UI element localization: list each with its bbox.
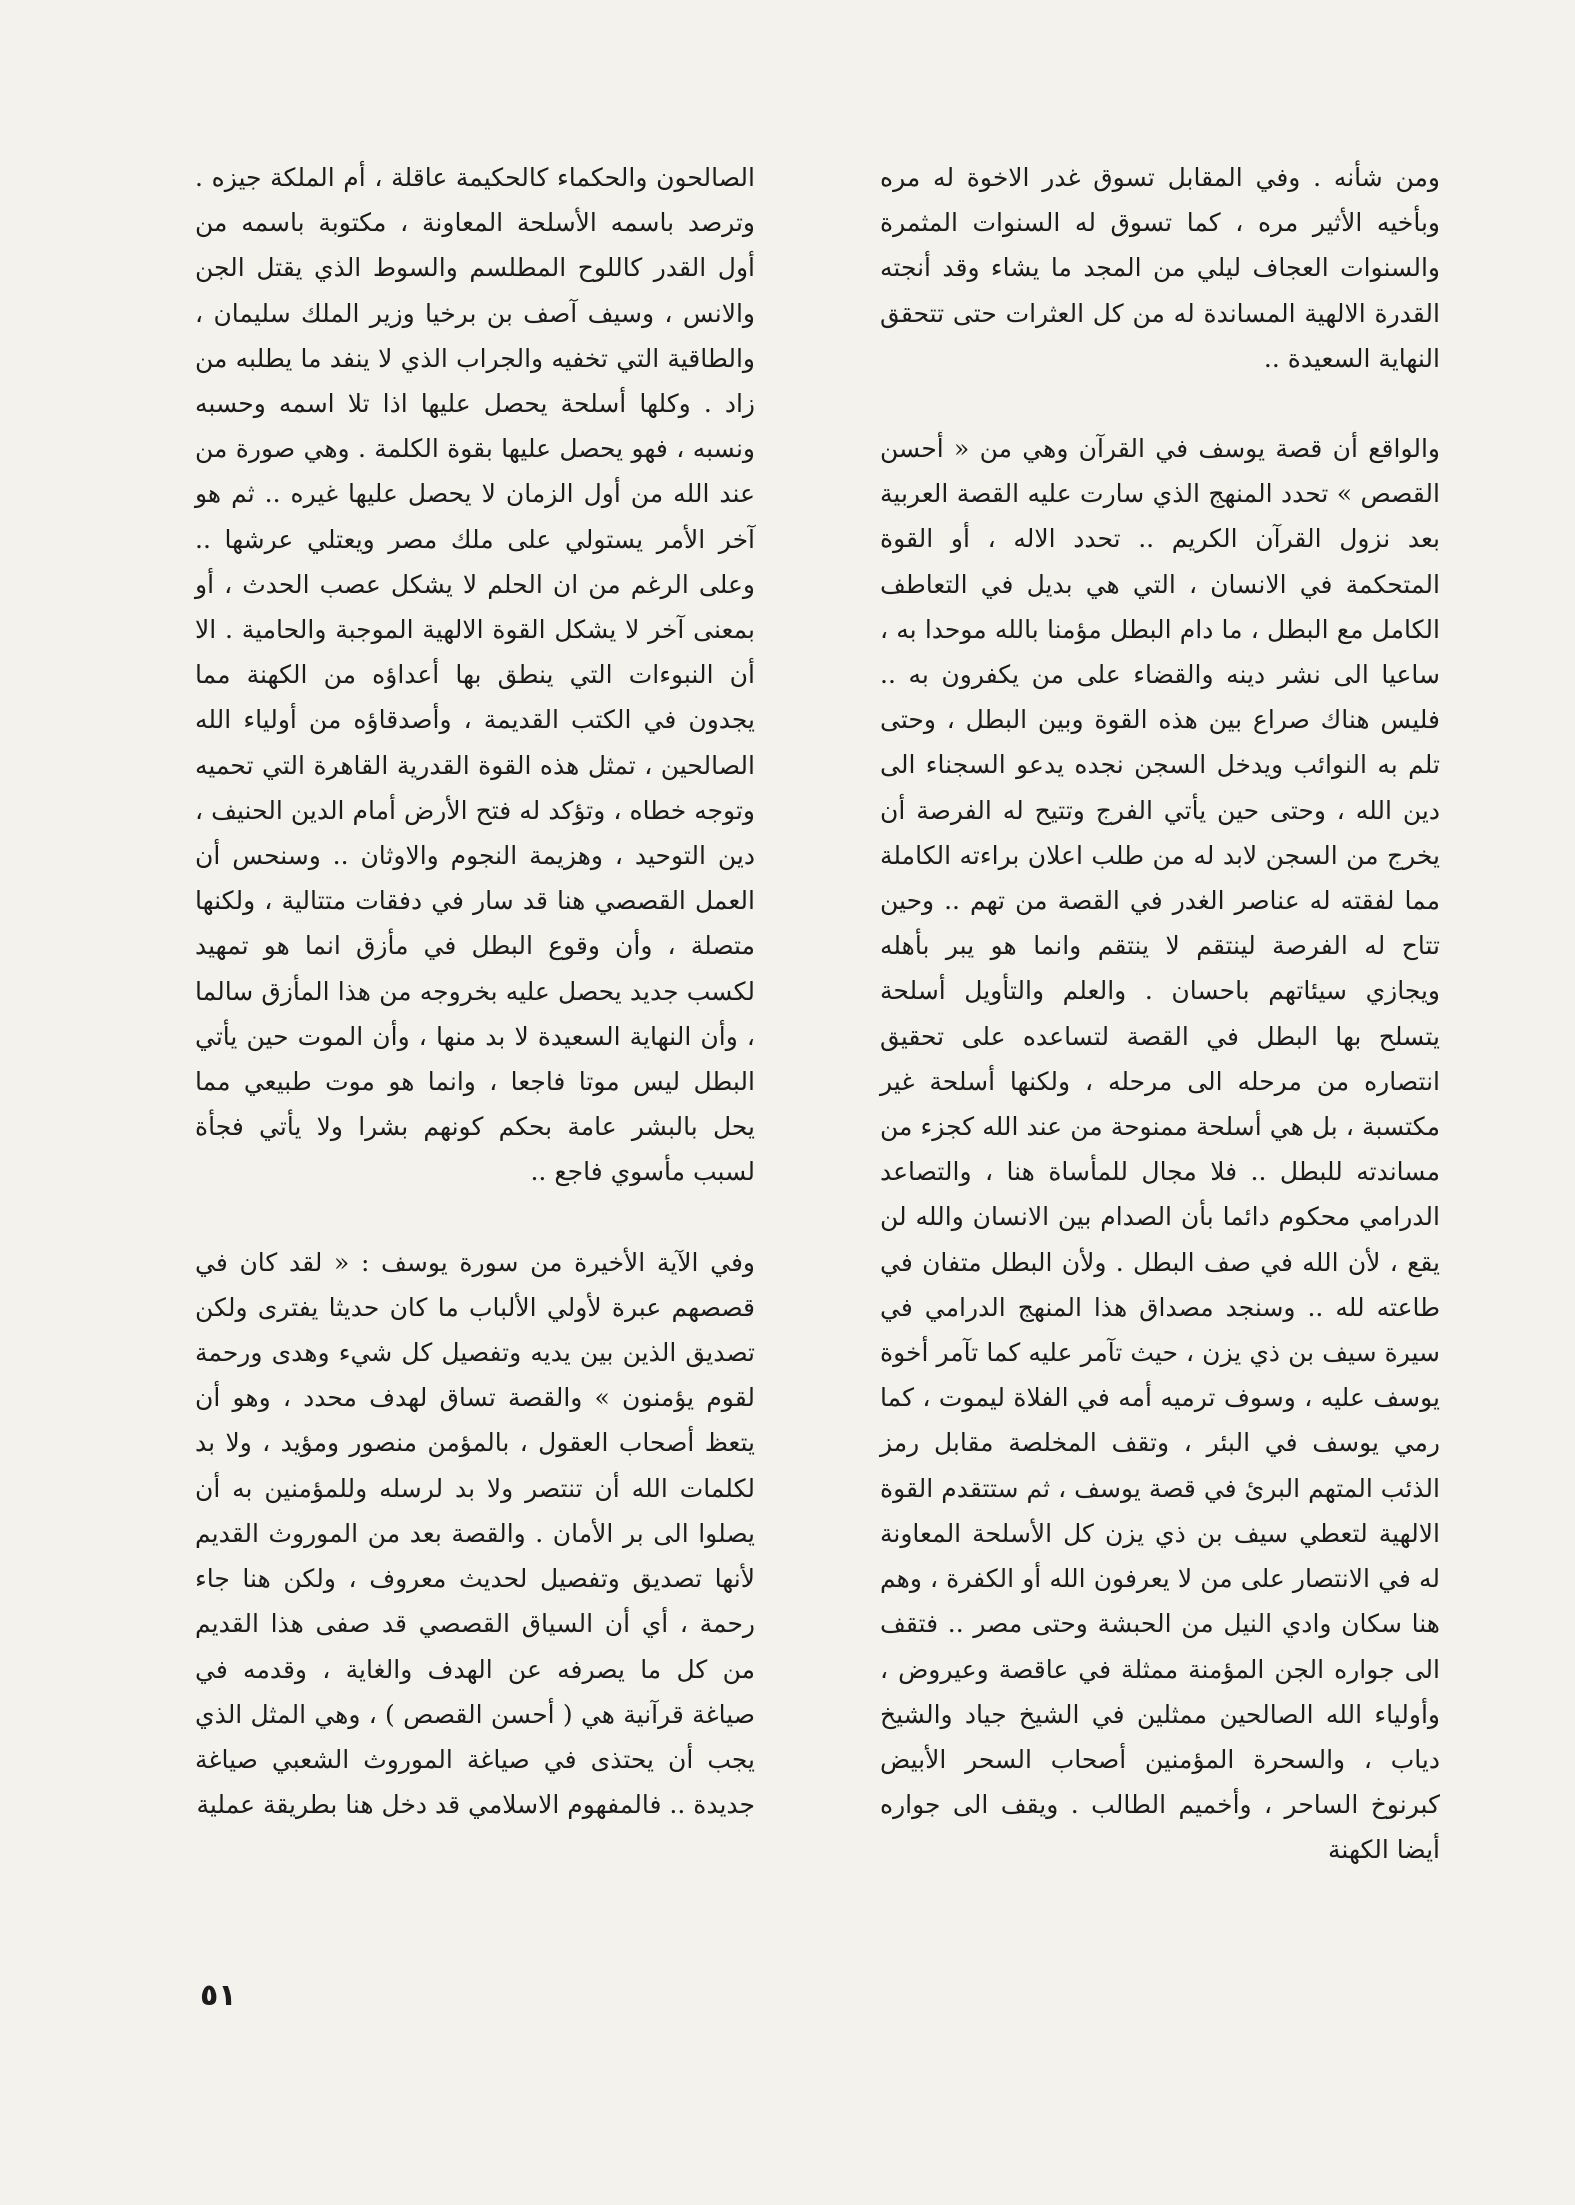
paragraph: والواقع أن قصة يوسف في القرآن وهي من « أحسن القصص » تحدد المنهج الذي سارت عليه القصة العربية بعد نزول القرآن الكريم .. تحدد الاله ، أو القوة المتحكمة في الانسان ، التي هي بديل في التعاطف الكامل مع البطل ، ما دام البطل مؤمنا بالله موحدا به ، ساعيا الى نشر دينه والقضاء على من يكفرون به .. فليس هناك صراع بين هذه القوة وبين البطل ، وحتى تلم به النوائب ويدخل السجن نجده يدعو السجناء الى دين الله ، وحتى حين يأتي الفرج وتتيح له الفرصة أن يخرج من السجن لابد له من طلب اعلان براءته الكاملة مما لفقته له عناصر الغدر في القصة من تهم .. وحين تتاح له الفرصة لينتقم لا ينتقم وانما هو يبر بأهله ويجازي سيئاتهم باحسان . والعلم والتأويل أسلحة يتسلح بها البطل في القصة لتساعده على تحقيق انتصاره من مرحله الى مرحله ، ولكنها أسلحة غير مكتسبة ، بل هي أسلحة ممنوحة من عند الله كجزء من مساندته للبطل .. فلا مجال للمأساة هنا ، والتصاعد الدرامي محكوم دائما بأن الصدام بين الانسان والله لن يقع ، لأن الله في صف البطل . ولأن البطل متفان في طاعته لله .. وسنجد مصداق هذا المنهج الدرامي في سيرة سيف بن ذي يزن ، حيث تآمر عليه كما تآمر أخوة يوسف عليه ، وسوف ترميه أمه في الفلاة ليموت ، كما رمي يوسف في البئر ، وتقف المخلصة مقابل رمز الذئب المتهم البرئ في قصة يوسف ، ثم ستتقدم القوة الالهية لتعطي سيف بن ذي يزن كل الأسلحة المعاونة له في الانتصار على من لا يعرفون الله أو الكفرة ، وهم هنا سكان وادي النيل من الحبشة وحتى مصر .. فتقف الى جواره الجن المؤمنة ممثلة في عاقصة وعيروض ، وأولياء الله الصالحين ممثلين في الشيخ جياد والشيخ دياب ، والسحرة المؤمنين أصحاب السحر الأبيض كبرنوخ الساحر ، وأخميم الطالب . ويقف الى جواره أيضا الكهنة <box>880 434 1440 1865</box>
paragraph: ومن شأنه . وفي المقابل تسوق غدر الاخوة له مره وبأخيه الأثير مره ، كما تسوق له السنوات المثمرة والسنوات العجاف ليلي من المجد ما يشاء وقد أنجته القدرة الالهية المساندة له من كل العثرات حتى تتحقق النهاية السعيدة .. <box>880 163 1440 373</box>
left-column <box>195 155 755 1827</box>
right-column <box>880 155 1440 1873</box>
paragraph: وفي الآية الأخيرة من سورة يوسف : « لقد كان في قصصهم عبرة لأولي الألباب ما كان حديثا يفترى ولكن تصديق الذين بين يديه وتفصيل كل شيء وهدى ورحمة لقوم يؤمنون » والقصة تساق لهدف محدد ، وهو أن يتعظ أصحاب العقول ، بالمؤمن منصور ومؤيد ، ولا بد لكلمات الله أن تنتصر ولا بد لرسله وللمؤمنين به أن يصلوا الى بر الأمان . والقصة بعد من الموروث القديم لأنها تصديق وتفصيل لحديث معروف ، ولكن هنا جاء رحمة ، أي أن السياق القصصي قد صفى هذا القديم من كل ما يصرفه عن الهدف والغاية ، وقدمه في صياغة قرآنية هي ( أحسن القصص ) ، وهي المثل الذي يجب أن يحتذى في صياغة الموروث الشعبي صياغة جديدة .. فالمفهوم الاسلامي قد دخل هنا بطريقة عملية <box>195 1247 755 1820</box>
page-number: ٥١ <box>200 1978 237 2013</box>
paragraph: الصالحون والحكماء كالحكيمة عاقلة ، أم الملكة جيزه . وترصد باسمه الأسلحة المعاونة ، مكتوبة باسمه من أول القدر كاللوح المطلسم والسوط الذي يقتل الجن والانس ، وسيف آصف بن برخيا وزير الملك سليمان ، والطاقية التي تخفيه والجراب الذي لا ينفد ما يطلبه من زاد . وكلها أسلحة يحصل عليها اذا تلا اسمه وحسبه ونسبه ، فهو يحصل عليها بقوة الكلمة . وهي صورة من عند الله من أول الزمان لا يحصل عليها غيره .. ثم هو آخر الأمر يستولي على ملك مصر ويعتلي عرشها .. وعلى الرغم من ان الحلم لا يشكل عصب الحدث ، أو بمعنى آخر لا يشكل القوة الالهية الموجبة والحامية . الا أن النبوءات التي ينطق بها أعداؤه من الكهنة مما يجدون في الكتب القديمة ، وأصدقاؤه من أولياء الله الصالحين ، تمثل هذه القوة القدرية القاهرة التي تحميه وتوجه خطاه ، وتؤكد له فتح الأرض أمام الدين الحنيف ، دين التوحيد ، وهزيمة النجوم والاوثان .. وسنحس أن العمل القصصي هنا قد سار في دفقات متتالية ، ولكنها متصلة ، وأن وقوع البطل في مأزق انما هو تمهيد لكسب جديد يحصل عليه بخروجه من هذا المأزق سالما ، وأن النهاية السعيدة لا بد منها ، وأن الموت حين يأتي البطل ليس موتا فاجعا ، وانما هو موت طبيعي مما يحل بالبشر عامة بحكم كونهم بشرا ولا يأتي فجأة لسبب مأسوي فاجع .. <box>195 163 755 1187</box>
